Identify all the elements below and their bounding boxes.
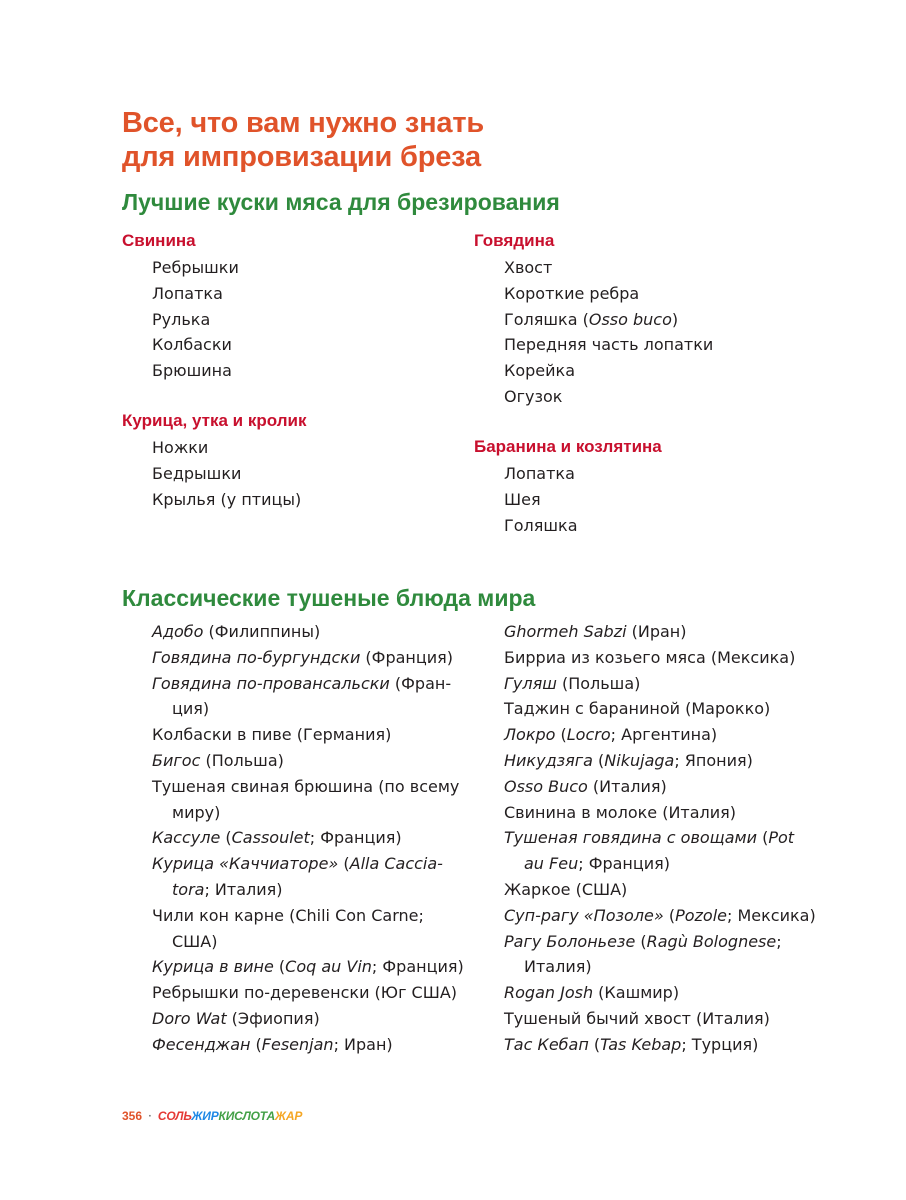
list-item: Doro Wat (Эфиопия) — [152, 1008, 320, 1028]
list-item: Колбаски — [152, 335, 232, 355]
list-item: Рулька — [152, 309, 211, 329]
list-item: Корейка — [504, 361, 576, 381]
list-item: Тас Кебап (Tas Kebap; Турция) — [504, 1034, 759, 1054]
section-heading-meat-cuts: Лучшие куски мяса для брезирования — [122, 189, 560, 215]
list-item: Крылья (у птицы) — [152, 489, 302, 509]
list-poultry — [152, 435, 301, 512]
list-item: Говядина по-провансальски (Фран- ция) — [152, 673, 452, 719]
category-beef: Говядина — [474, 231, 555, 250]
footer-separator: · — [148, 1109, 152, 1123]
list-item: Говядина по-бургундски (Франция) — [152, 647, 454, 667]
list-item: Курица «Каччиаторе» (Alla Caccia- tora; Италия) — [152, 854, 443, 899]
list-item: Колбаски в пиве (Германия) — [152, 725, 392, 745]
page-title — [122, 106, 484, 174]
list-lamb-goat — [504, 461, 578, 538]
list-item: Курица в вине (Coq au Vin; Франция) — [152, 957, 464, 977]
list-item: Ножки — [152, 438, 209, 457]
list-item: Фесенджан (Fesenjan; Иран) — [152, 1034, 393, 1054]
list-item: Голяшка — [504, 515, 578, 535]
list-item: Адобо (Филиппины) — [152, 622, 321, 641]
list-item: Локро (Locro; Аргентина) — [504, 725, 718, 745]
list-item: Ребрышки — [152, 258, 239, 277]
page-title-line-2: для импровизации бреза — [122, 141, 481, 173]
list-pork — [152, 255, 239, 384]
list-item: Брюшина — [152, 361, 232, 381]
list-item: Никудзяга (Nikujaga; Япония) — [504, 750, 753, 770]
list-item: Жаркое (США) — [504, 879, 628, 899]
list-item: Гуляш (Польша) — [504, 673, 641, 693]
list-item: Суп-рагу «Позоле» (Pozole; Мексика) — [504, 905, 816, 925]
list-item: Голяшка (Osso buco) — [504, 309, 679, 329]
list-item: Бигос (Польша) — [152, 750, 284, 770]
page-footer — [122, 1106, 302, 1126]
list-item: Бирриа из козьего мяса (Мексика) — [504, 647, 796, 667]
category-poultry: Курица, утка и кролик — [122, 411, 307, 430]
book-brand-logo: СОЛЬЖИРКИСЛОТАЖАР — [157, 1109, 303, 1123]
list-item: Короткие ребра — [504, 283, 640, 303]
list-item: Свинина в молоке (Италия) — [504, 802, 737, 822]
category-pork: Свинина — [122, 231, 196, 250]
category-lamb-goat: Баранина и козлятина — [474, 437, 662, 456]
list-item: Тушеный бычий хвост (Италия) — [504, 1008, 770, 1028]
list-item: Чили кон карне (Chili Con Carne; США) — [152, 905, 424, 951]
list-beef — [504, 255, 713, 410]
list-item: Огузок — [504, 386, 563, 406]
list-item: Таджин с бараниной (Марокко) — [504, 699, 771, 719]
list-item: Тушеная говядина с овощами (Pot au Feu; Франция) — [504, 828, 795, 874]
list-item: Передняя часть лопатки — [504, 335, 714, 355]
list-item: Osso Buco (Италия) — [504, 776, 667, 796]
dishes-right-column — [504, 619, 820, 1058]
page-number: 356 — [122, 1109, 143, 1123]
list-item: Rogan Josh (Кашмир) — [504, 983, 680, 1003]
list-item: Шея — [504, 489, 541, 509]
list-item: Хвост — [504, 258, 553, 277]
list-item: Кассуле (Cassoulet; Франция) — [152, 828, 402, 848]
list-item: Ghormeh Sabzi (Иран) — [504, 622, 687, 641]
section-heading-classic-stews: Классические тушеные блюда мира — [122, 585, 536, 611]
list-item: Лопатка — [152, 283, 223, 303]
page-title-line-1: Все, что вам нужно знать — [122, 107, 484, 139]
list-item: Тушеная свиная брюшина (по всему миру) — [152, 776, 460, 822]
list-item: Лопатка — [504, 464, 575, 483]
list-item: Бедрышки — [152, 463, 242, 483]
dishes-left-column — [152, 619, 472, 1058]
list-item: Рагу Болоньезе (Ragù Bolognese; Италия) — [504, 931, 782, 977]
list-item: Ребрышки по-деревенски (Юг США) — [152, 983, 458, 1003]
